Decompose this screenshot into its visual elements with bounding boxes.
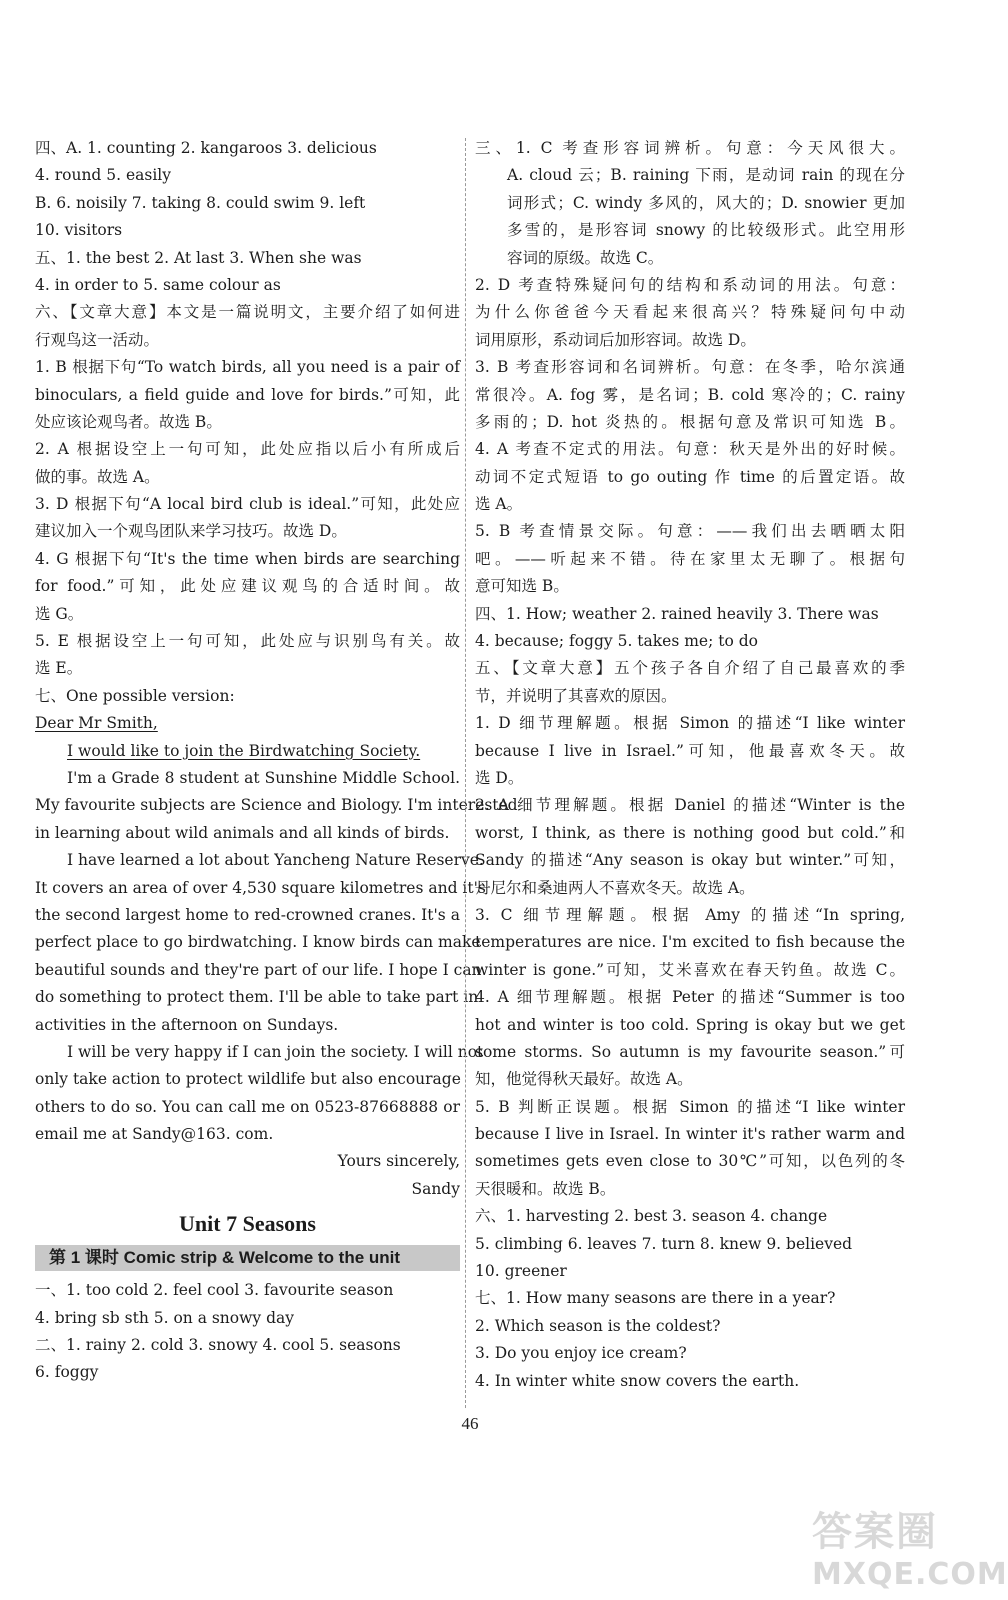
text-line-content: 选 A。 <box>475 495 523 514</box>
watermark-bottom: MXQE.COM <box>812 1557 1008 1592</box>
text-line-content: because I live in Israel. In winter it's rather warm and <box>475 1125 905 1144</box>
text-line-content: 选 E。 <box>35 659 83 678</box>
text-line-content: some storms. So autumn is my favourite season.”可 <box>475 1042 905 1061</box>
text-line-content: 4. G 根据下句“It's the time when birds are searching <box>35 549 460 568</box>
text-line-content: 容词的原级。故选 C。 <box>507 248 664 267</box>
lesson-answer-lines <box>35 1277 460 1387</box>
text-line <box>35 464 460 491</box>
right-answer-lines <box>475 135 905 1395</box>
text-line <box>35 1012 460 1039</box>
text-line-content: 5. E 根据设空上一句可知，此处应与识别鸟有关。故 <box>35 632 460 651</box>
text-line <box>475 929 905 956</box>
text-line-content: 意可知选 B。 <box>475 577 569 596</box>
left-column <box>35 135 518 1387</box>
text-line <box>475 1313 905 1340</box>
text-line <box>35 1332 460 1359</box>
watermark-logo <box>812 1500 1008 1595</box>
text-line-content: temperatures are nice. I'm excited to fish because the <box>475 933 905 952</box>
text-line-content: 3. Do you enjoy ice cream? <box>475 1344 687 1363</box>
text-line <box>475 683 905 710</box>
text-line <box>35 710 460 737</box>
text-line <box>475 875 905 902</box>
text-line-content: 节，并说明了其喜欢的原因。 <box>475 686 677 705</box>
text-line <box>475 1231 905 1258</box>
watermark-top: 答案圈 <box>812 1509 938 1555</box>
text-line-content: 4. In winter white snow covers the earth. <box>475 1371 800 1390</box>
text-line <box>475 1121 905 1148</box>
text-line-content: 一、1. too cold 2. feel cool 3. favourite season <box>35 1281 394 1300</box>
text-line <box>475 847 905 874</box>
text-line-content: perfect place to go birdwatching. I know birds can make <box>35 933 481 952</box>
text-line <box>475 1094 905 1121</box>
text-line-content: 5. B 考查情景交际。句意：——我们出去晒晒太阳 <box>475 522 905 541</box>
text-line-content: 丹尼尔和桑迪两人不喜欢冬天。故选 A。 <box>475 878 755 897</box>
text-line <box>475 1285 905 1312</box>
text-line <box>475 1148 905 1175</box>
text-line <box>475 820 905 847</box>
text-line-content: 2. A 根据设空上一句可知，此处应指以后小有所成后 <box>35 440 460 459</box>
left-answer-lines <box>35 135 518 1203</box>
text-line-content: in learning about wild animals and all kinds of birds. <box>35 823 450 842</box>
text-line-content: 动词不定式短语 to go outing 作 time 的后置定语。故 <box>475 467 905 486</box>
text-line <box>475 902 905 929</box>
text-line-content: the second largest home to red-crowned cranes. It's a <box>35 905 460 924</box>
text-line-content: 词用原形，系动词后加形容词。故选 D。 <box>475 330 756 349</box>
text-line <box>35 217 460 244</box>
text-line <box>35 957 482 984</box>
text-line-content: 行观鸟这一活动。 <box>35 330 160 349</box>
text-line-content: 多雪的，是形容词 snowy 的比较级形式。此空用形 <box>507 221 905 240</box>
text-line <box>35 327 460 354</box>
text-line <box>35 162 460 189</box>
text-line-content: email me at Sandy@163. com. <box>35 1125 274 1144</box>
text-line <box>475 1368 905 1395</box>
text-line-content: 五、1. the best 2. At last 3. When she was <box>35 248 362 267</box>
text-line <box>475 299 905 326</box>
text-line-content: 六、1. harvesting 2. best 3. season 4. change <box>475 1207 828 1226</box>
text-line-content: I'm a Grade 8 student at Sunshine Middle School. <box>67 768 460 787</box>
text-line-content: 常很冷。A. fog 雾，是名词；B. cold 寒冷的；C. rainy <box>475 385 905 404</box>
text-line <box>475 546 905 573</box>
text-line <box>35 299 460 326</box>
text-line-content: 四、A. 1. counting 2. kangaroos 3. delicious <box>35 139 377 157</box>
text-line-content: 4. round 5. easily <box>35 166 172 185</box>
text-line <box>475 272 905 299</box>
text-line-content: 多雨的；D. hot 炎热的。根据句意及常识可知选 B。 <box>475 412 905 431</box>
text-line <box>35 792 518 819</box>
text-line <box>475 135 905 162</box>
text-line-content: for food.”可知，此处应建议观鸟的合适时间。故 <box>35 577 460 596</box>
text-line <box>35 573 460 600</box>
text-line <box>475 1340 905 1367</box>
text-line <box>475 957 905 984</box>
text-line-content: sometimes gets even close to 30℃”可知，以色列的冬 <box>475 1152 905 1171</box>
text-line-content: worst, I think, as there is nothing good but cold.”和 <box>475 823 905 842</box>
text-line-content: 四、1. How; weather 2. rained heavily 3. There was <box>475 604 879 623</box>
text-line <box>35 929 481 956</box>
text-line-content: Yours sincerely, <box>337 1152 460 1171</box>
text-line <box>475 518 905 545</box>
text-line-content: Sandy 的描述“Any season is okay but winter.”可知， <box>475 851 905 870</box>
text-line-content: 词形式；C. windy 多风的，风大的；D. snowier 更加 <box>507 193 905 212</box>
text-line <box>475 1066 905 1093</box>
text-line-content: 六、【文章大意】本文是一篇说明文，主要介绍了如何进 <box>35 303 460 322</box>
text-line-content: 为什么你爸爸今天看起来很高兴？特殊疑问句中动 <box>475 303 905 322</box>
text-line-content: 5. climbing 6. leaves 7. turn 8. knew 9. believed <box>475 1234 853 1253</box>
text-line <box>475 217 905 244</box>
text-line <box>35 1094 460 1121</box>
text-line <box>35 1176 460 1203</box>
text-line <box>475 792 905 819</box>
text-line <box>35 902 460 929</box>
text-line <box>475 710 905 737</box>
text-line <box>35 875 486 902</box>
text-line-content: 1. D 细节理解题。根据 Simon 的描述“I like winter <box>475 714 905 733</box>
text-line <box>35 628 460 655</box>
unit-title: Unit 7 Seasons <box>179 1211 316 1237</box>
text-line-content: 2. Which season is the coldest? <box>475 1316 721 1335</box>
text-line <box>475 1039 905 1066</box>
text-line <box>475 601 905 628</box>
text-line-content: 选 D。 <box>475 768 524 787</box>
text-line-content: do something to protect them. I'll be able to take part in <box>35 988 479 1007</box>
text-line <box>475 655 905 682</box>
text-line-content: 10. greener <box>475 1262 567 1281</box>
text-line-content: 2. A 细节理解题。根据 Daniel 的描述“Winter is the <box>475 796 905 815</box>
text-line-content: Sandy <box>411 1179 460 1198</box>
text-line-content: 二、1. rainy 2. cold 3. snowy 4. cool 5. seasons <box>35 1336 401 1355</box>
text-line-content: hot and winter is too cold. Spring is okay but we get <box>475 1015 905 1034</box>
text-line <box>475 1258 905 1285</box>
text-line-content: I would like to join the Birdwatching Society. <box>67 741 421 760</box>
text-line <box>35 765 460 792</box>
text-line-content: 4. in order to 5. same colour as <box>35 275 281 294</box>
text-line-content: 三、1. C 考查形容词辨析。句意：今天风很大。 <box>475 139 905 157</box>
text-line-content: 10. visitors <box>35 221 123 240</box>
text-line-content: 天很暖和。故选 B。 <box>475 1179 616 1198</box>
text-line <box>475 628 905 655</box>
text-line-content: 七、One possible version: <box>35 686 235 705</box>
text-line-content: beautiful sounds and they're part of our life. I hope I can <box>35 960 482 979</box>
text-line <box>35 272 460 299</box>
text-line <box>35 135 460 162</box>
text-line <box>475 409 905 436</box>
text-line <box>35 1039 484 1066</box>
text-line-content: 建议加入一个观鸟团队来学习技巧。故选 D。 <box>35 522 347 541</box>
text-line <box>35 1121 460 1148</box>
text-line-content: 七、1. How many seasons are there in a year? <box>475 1289 836 1308</box>
text-line-content: binoculars, a field guide and love for birds.”可知，此 <box>35 385 460 404</box>
text-line <box>35 1066 460 1093</box>
text-line <box>475 327 905 354</box>
text-line <box>35 847 484 874</box>
text-line <box>475 1203 905 1230</box>
text-line-content: 处应该论观鸟者。故选 B。 <box>35 412 222 431</box>
text-line-content: 4. A 考查不定式的用法。句意：秋天是外出的好时候。 <box>475 440 905 459</box>
text-line-content: 做的事。故选 A。 <box>35 467 160 486</box>
text-line-content: 1. B 根据下句“To watch birds, all you need is a pair of <box>35 358 460 377</box>
text-line-content: others to do so. You can call me on 0523-87668888 or <box>35 1097 460 1116</box>
text-line-content: only take action to protect wildlife but also encourage <box>35 1070 461 1089</box>
text-line <box>35 984 479 1011</box>
text-line-content: 选 G。 <box>35 604 84 623</box>
text-line-content: 2. D 考查特殊疑问句的结构和系动词的用法。句意： <box>475 275 905 294</box>
text-line-content: because I live in Israel.”可知，他最喜欢冬天。故 <box>475 741 905 760</box>
text-line-content: I will be very happy if I can join the society. I will not <box>67 1042 484 1061</box>
text-line-content: My favourite subjects are Science and Biology. I'm interested <box>35 796 518 815</box>
text-line <box>35 546 460 573</box>
text-line <box>475 738 905 765</box>
text-line-content: 3. C 细节理解题。根据 Amy 的描述“In spring, <box>475 905 905 924</box>
text-line <box>475 162 905 189</box>
text-line-content: 4. A 细节理解题。根据 Peter 的描述“Summer is too <box>475 988 905 1007</box>
lesson-heading: 第 1 课时 Comic strip & Welcome to the unit <box>35 1245 460 1271</box>
text-line-content: 4. bring sb sth 5. on a snowy day <box>35 1308 294 1327</box>
text-line <box>475 1176 905 1203</box>
text-line-content: winter is gone.”可知，艾米喜欢在春天钓鱼。故选 C。 <box>475 960 905 979</box>
text-line-content: I have learned a lot about Yancheng Nature Reserve. <box>67 851 484 870</box>
text-line <box>35 820 460 847</box>
text-line-content: B. 6. noisily 7. taking 8. could swim 9. left <box>35 193 366 212</box>
text-line-content: A. cloud 云；B. raining 下雨，是动词 rain 的现在分 <box>507 166 905 185</box>
page-number: 46 <box>461 1414 479 1433</box>
text-line <box>35 1359 460 1386</box>
text-line-content: It covers an area of over 4,530 square kilometres and it's <box>35 878 486 897</box>
text-line-content: 吧。——听起来不错。待在家里太无聊了。根据句 <box>475 549 905 568</box>
text-line <box>475 573 905 600</box>
right-column <box>475 135 905 1395</box>
text-line <box>475 1012 905 1039</box>
text-line <box>35 601 460 628</box>
text-line <box>35 1148 460 1175</box>
text-line-content: 3. B 考查形容词和名词辨析。句意：在冬季，哈尔滨通 <box>475 358 905 377</box>
text-line <box>475 354 905 381</box>
text-line <box>475 491 905 518</box>
text-line <box>35 382 460 409</box>
text-line <box>475 436 905 463</box>
text-line <box>35 354 460 381</box>
text-line <box>475 382 905 409</box>
text-line <box>475 984 905 1011</box>
text-line <box>35 1305 460 1332</box>
text-line <box>35 409 460 436</box>
text-line-content: 3. D 根据下句“A local bird club is ideal.”可知，此处应 <box>35 495 460 514</box>
text-line <box>35 738 460 765</box>
text-line-content: 五、【文章大意】五个孩子各自介绍了自己最喜欢的季 <box>475 659 905 678</box>
text-line <box>35 190 460 217</box>
text-line <box>35 491 460 518</box>
text-line <box>475 245 905 272</box>
text-line <box>35 436 460 463</box>
text-line <box>35 655 460 682</box>
text-line-content: 知，他觉得秋天最好。故选 A。 <box>475 1070 693 1089</box>
text-line <box>475 464 905 491</box>
text-line-content: 4. because; foggy 5. takes me; to do <box>475 632 758 651</box>
text-line <box>475 765 905 792</box>
text-line-content: activities in the afternoon on Sundays. <box>35 1015 339 1034</box>
text-line <box>35 1277 460 1304</box>
text-line-content: 5. B 判断正误题。根据 Simon 的描述“I like winter <box>475 1097 905 1116</box>
text-line <box>35 518 460 545</box>
text-line-content: 6. foggy <box>35 1363 99 1382</box>
column-divider <box>465 138 466 1408</box>
text-line <box>475 190 905 217</box>
text-line <box>35 245 460 272</box>
text-line-content: Dear Mr Smith, <box>35 714 158 733</box>
text-line <box>35 683 460 710</box>
